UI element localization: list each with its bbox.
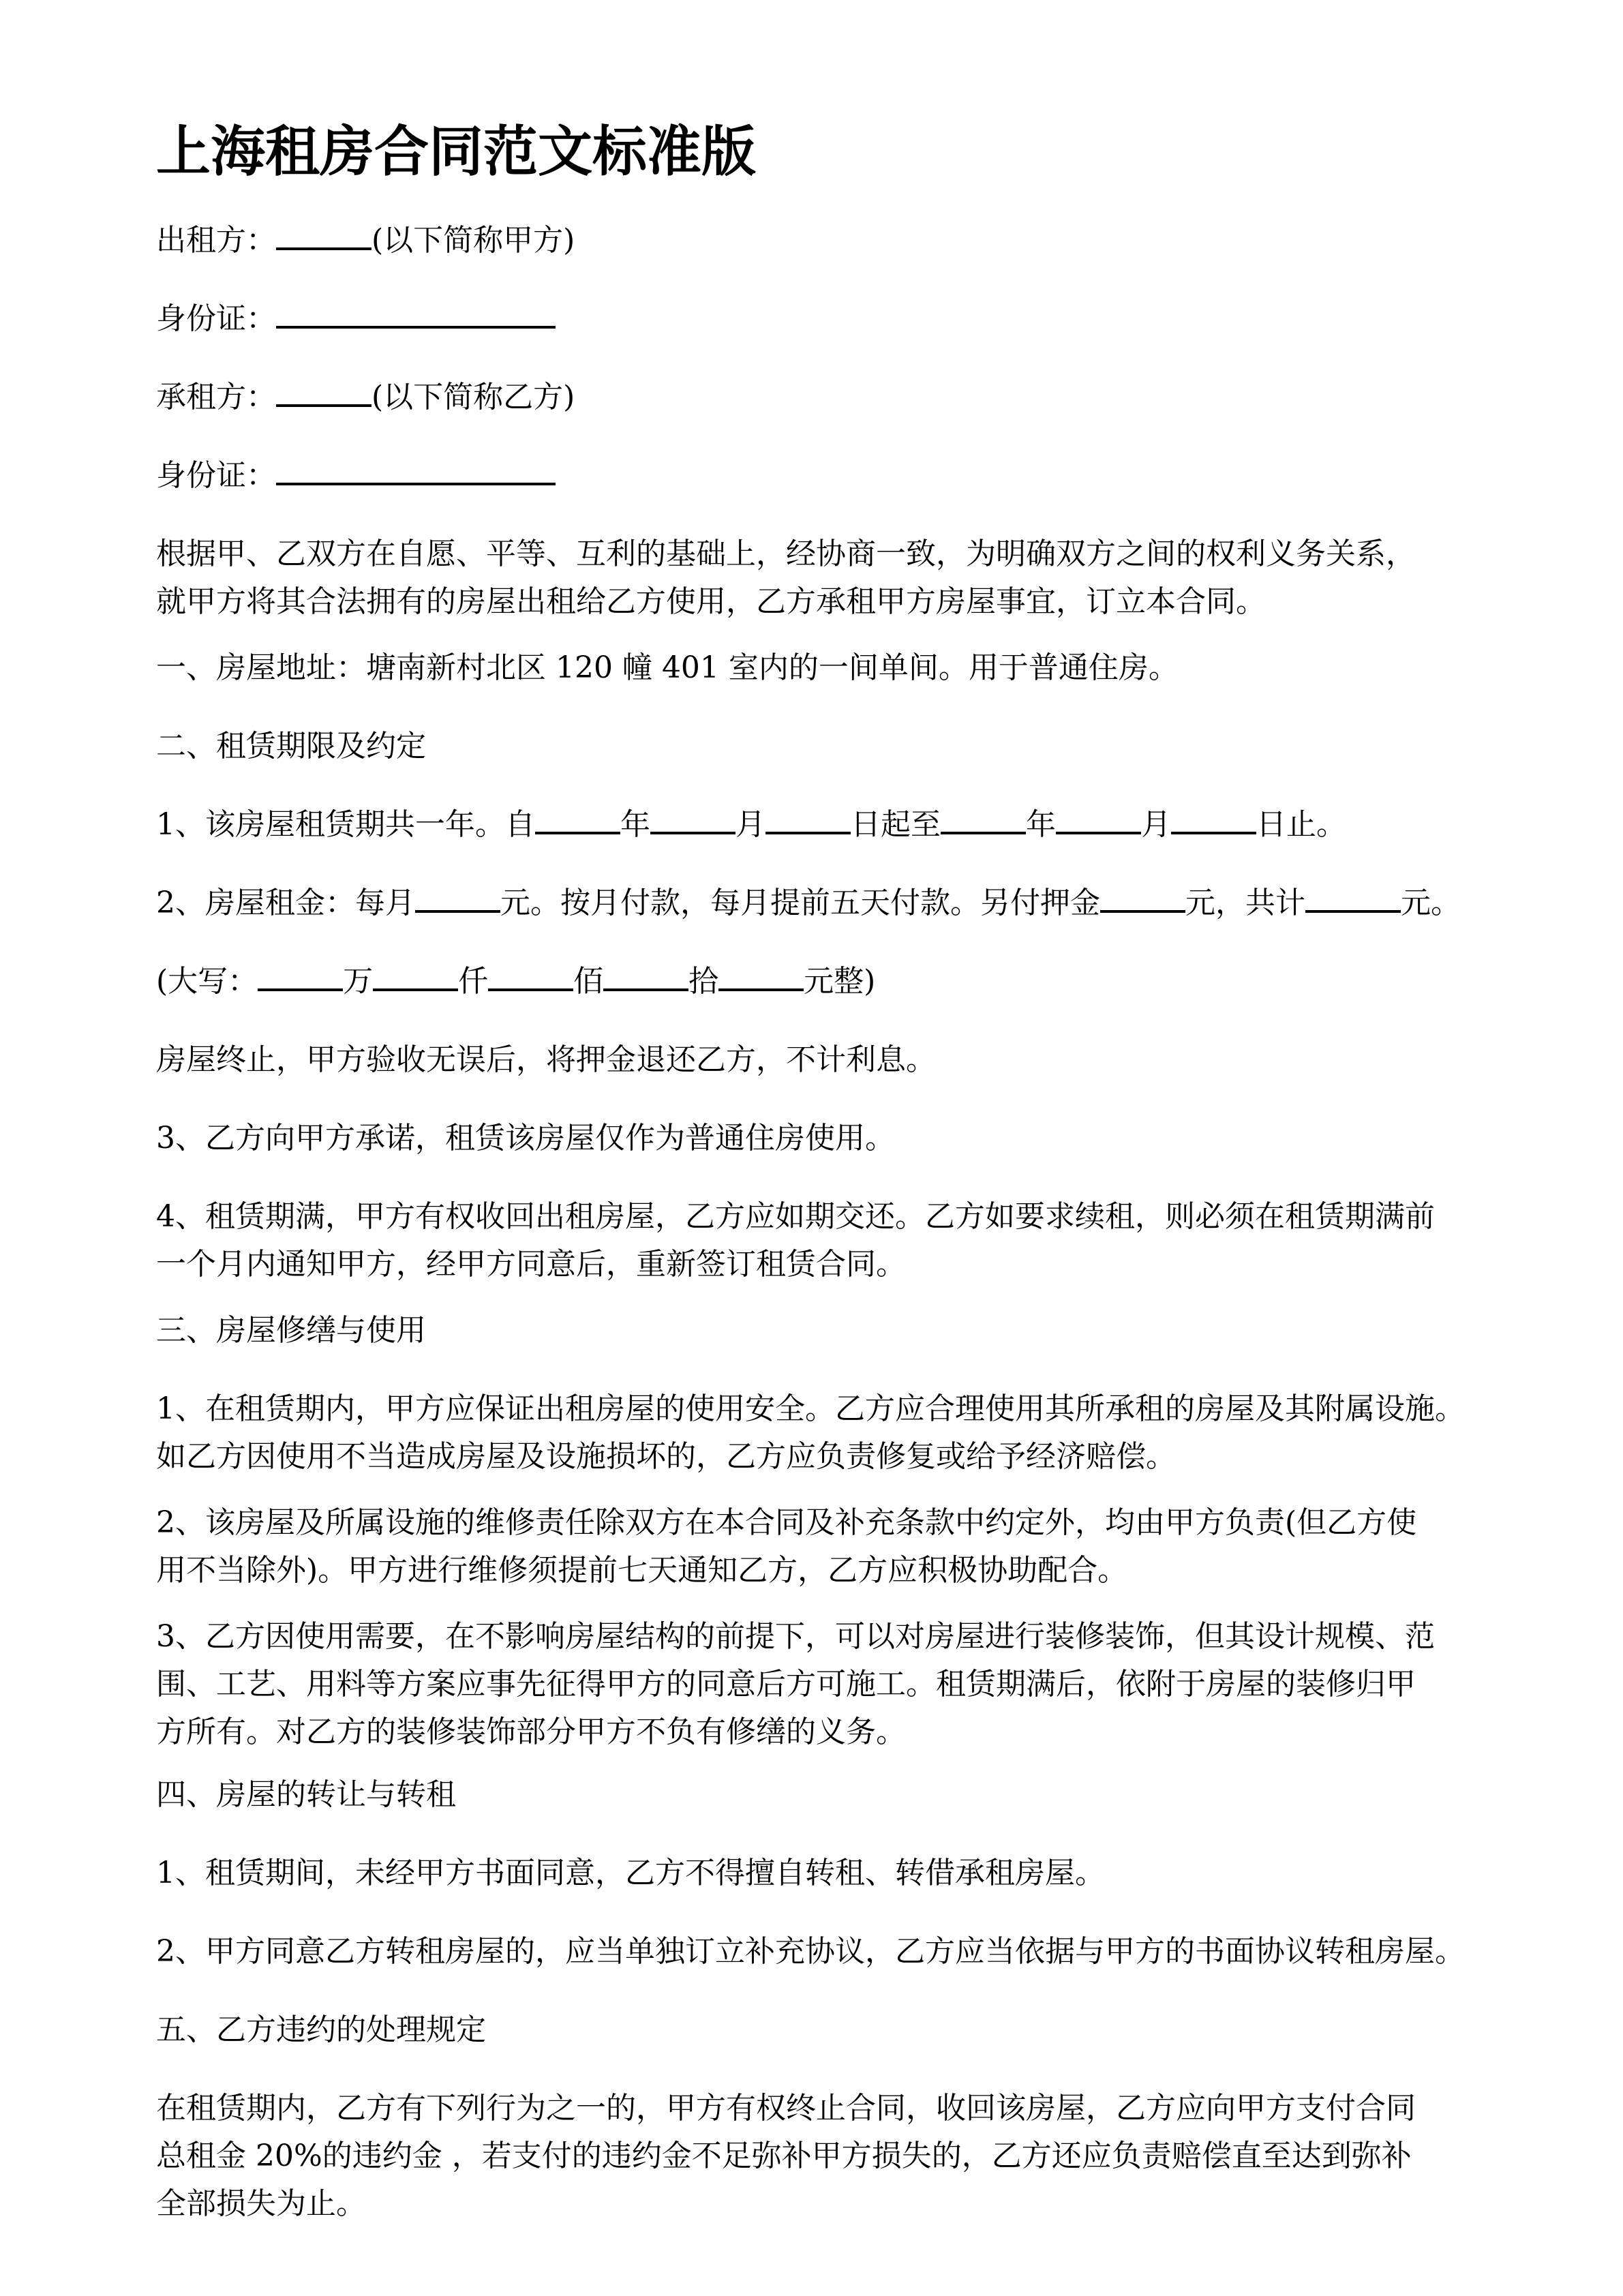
lessor-line [156,217,575,265]
capital-wan-blank [258,958,343,991]
capital-wan: 万 [343,964,374,999]
term-text-1: 1、该房屋租赁期共一年。自 [156,807,535,842]
clause-rent [156,879,1461,927]
term-end-year-blank [941,802,1026,834]
clause-usage-promise: 3、乙方向甲方承诺，租赁该房屋仅作为普通住房使用。 [156,1121,895,1155]
rent-text-4: 元。 [1401,886,1461,920]
capital-yuan-blank [718,958,804,991]
capital-qian-blank [373,958,458,991]
capital-bai-blank [488,958,573,991]
rent-monthly-blank [415,880,500,913]
lessor-id-blank [276,296,556,329]
rent-total-blank [1305,880,1401,913]
term-day-label: 日起至 [851,807,941,842]
capital-bai: 佰 [573,964,604,999]
lessee-suffix: (以下简称乙方) [371,380,575,414]
clause-breach: 在租赁期内，乙方有下列行为之一的，甲方有权终止合同，收回该房屋，乙方应向甲方支付合同 总租金 20%的违约金 ，若支付的违约金不足弥补甲方损失的，乙方还应负责赔偿直至达到弥补 全部损失为止。 [156,2091,1416,2221]
term-start-year-blank [535,802,620,834]
lessee-line [156,374,575,421]
clause-lease-term [156,801,1346,849]
rent-text-3: 元，共计 [1185,886,1305,920]
clause-house-address: 一、房屋地址：塘南新村北区 120 幢 401 室内的一间单间。用于普通住房。 [156,650,1179,685]
lessee-label: 承租方： [156,380,276,414]
section-4-heading: 四、房屋的转让与转租 [156,1777,456,1812]
clause-deposit-return: 房屋终止，甲方验收无误后，将押金退还乙方，不计利息。 [156,1042,936,1077]
lessor-id-line [156,295,556,343]
rent-text-1: 2、房屋租金：每月 [156,886,415,920]
term-month-label: 月 [735,807,765,842]
capital-shi: 拾 [688,964,719,999]
lessee-id-line [156,452,556,500]
clause-capital-amount [156,958,875,1006]
rent-text-2: 元。按月付款，每月提前五天付款。另付押金 [500,886,1100,920]
lessor-blank [276,217,371,250]
term-year-label: 年 [620,807,650,842]
capital-yuan: 元整) [804,964,876,999]
lessee-blank [276,374,371,407]
clause-repair-2: 2、该房屋及所属设施的维修责任除双方在本合同及补充条款中约定外，均由甲方负责(但乙方使 用不当除外)。甲方进行维修须提前七天通知乙方，乙方应积极协助配合。 [156,1505,1417,1588]
term-start-month-blank [650,802,735,834]
lessee-id-label: 身份证： [156,458,276,493]
lessor-suffix: (以下简称甲方) [371,223,575,258]
clause-lease-expiry: 4、租赁期满，甲方有权收回出租房屋，乙方应如期交还。乙方如要求续租，则必须在租赁期满前 一个月内通知甲方，经甲方同意后，重新签订租赁合同。 [156,1199,1435,1282]
clause-transfer-2: 2、甲方同意乙方转租房屋的，应当单独订立补充协议，乙方应当依据与甲方的书面协议转租房屋。 [156,1934,1465,1969]
capital-open: (大写： [156,964,258,999]
section-5-heading: 五、乙方违约的处理规定 [156,2012,486,2047]
section-3-heading: 三、房屋修缮与使用 [156,1313,426,1348]
lessee-id-blank [276,453,556,485]
section-2-heading: 二、租赁期限及约定 [156,729,426,764]
clause-repair-3: 3、乙方因使用需要，在不影响房屋结构的前提下，可以对房屋进行装修装饰，但其设计规模、范 围、工艺、用料等方案应事先征得甲方的同意后方可施工。租赁期满后，依附于房屋的装修归甲 方所有。对乙方的装修装饰部分甲方不负有修缮的义务。 [156,1619,1435,1749]
lessor-id-label: 身份证： [156,301,276,336]
term-end-month-blank [1056,802,1141,834]
rent-deposit-blank [1100,880,1185,913]
preamble-paragraph: 根据甲、乙双方在自愿、平等、互利的基础上，经协商一致，为明确双方之间的权利义务关系， 就甲方将其合法拥有的房屋出租给乙方使用，乙方承租甲方房屋事宜，订立本合同。 [156,537,1416,619]
clause-transfer-1: 1、租赁期间，未经甲方书面同意，乙方不得擅自转租、转借承租房屋。 [156,1856,1105,1890]
clause-repair-1: 1、在租赁期内，甲方应保证出租房屋的使用安全。乙方应合理使用其所承租的房屋及其附属设施。 如乙方因使用不当造成房屋及设施损坏的，乙方应负责修复或给予经济赔偿。 [156,1391,1465,1474]
document-title: 上海租房合同范文标准版 [156,120,756,183]
capital-qian: 仟 [458,964,489,999]
term-start-day-blank [765,802,851,834]
lessor-label: 出租方： [156,223,276,258]
term-month-label-2: 月 [1141,807,1171,842]
term-year-label-2: 年 [1026,807,1056,842]
term-day-label-2: 日止。 [1256,807,1346,842]
capital-shi-blank [603,958,688,991]
term-end-day-blank [1171,802,1256,834]
